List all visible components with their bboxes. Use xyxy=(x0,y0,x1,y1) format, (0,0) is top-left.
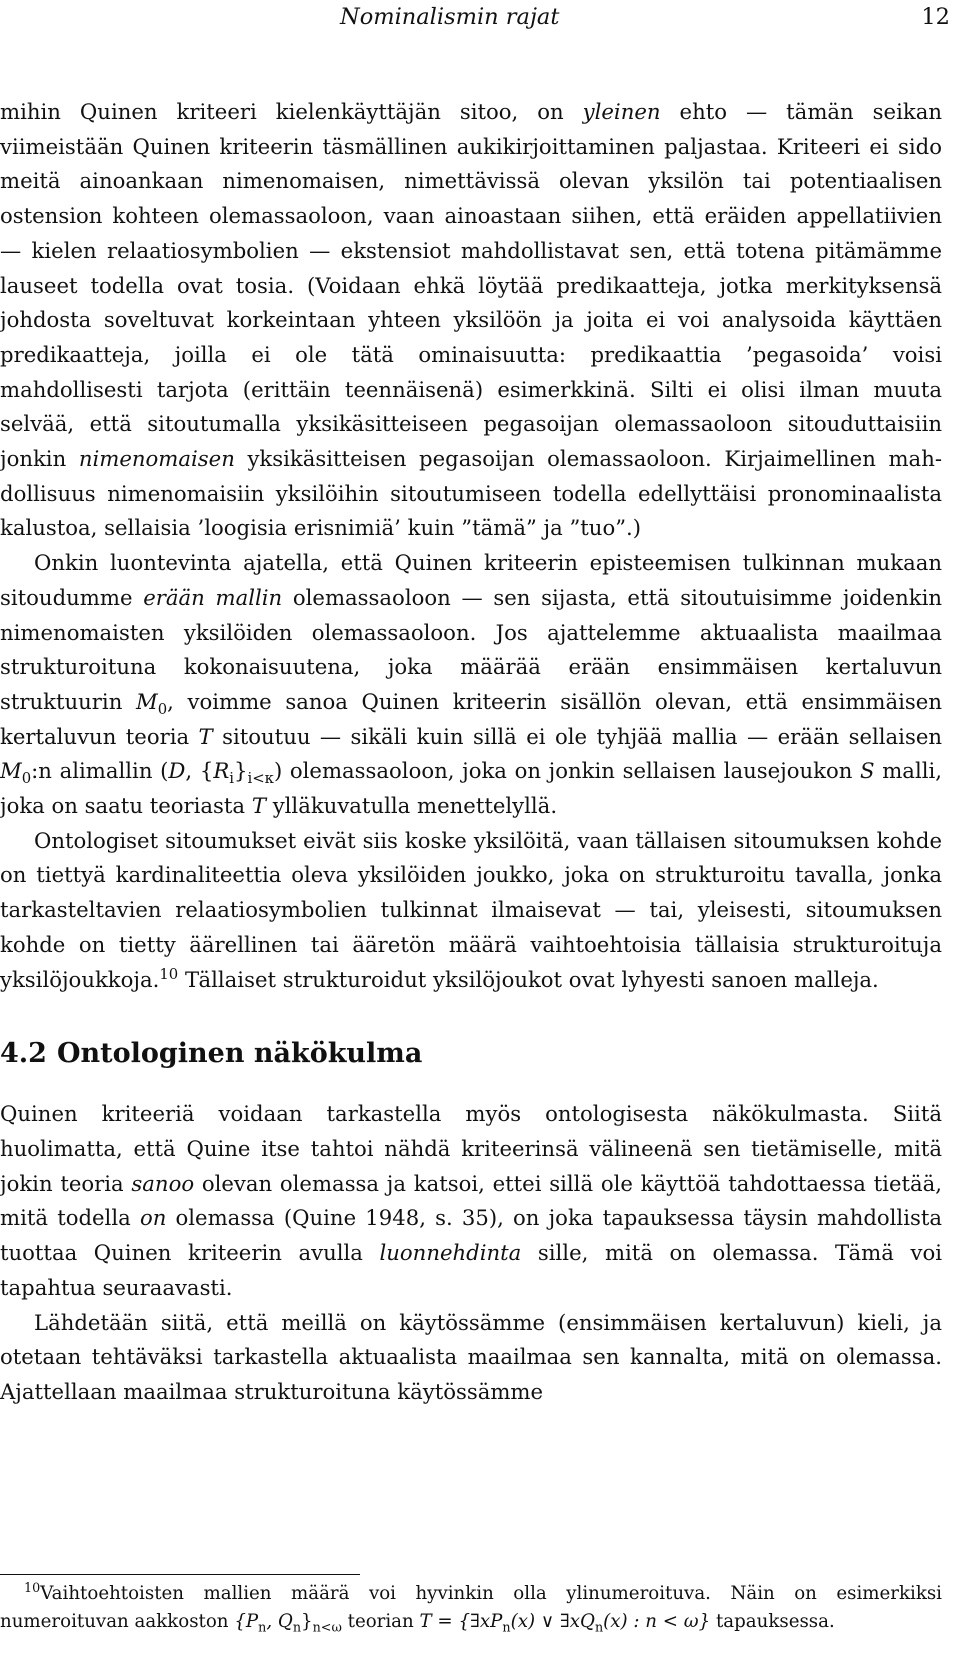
math-symbol: (x) : n < ω} xyxy=(603,1611,711,1632)
math-symbol: } xyxy=(301,1611,313,1632)
math-symbol: T xyxy=(198,723,213,749)
text-run: Vaihtoehtoisten mallien määrä voi hyvinkin olla ylinumeroituva. Näin on esimerkiksi numeroituvan aakkoston xyxy=(0,1583,942,1632)
emphasis: nimenomaisen xyxy=(78,446,235,472)
paragraph-5 xyxy=(0,1306,942,1410)
math-formula xyxy=(419,1611,711,1636)
emphasis: erään mallin xyxy=(143,584,283,610)
text-run: Onkin luontevinta ajatella, että Quinen kriteerin episteemisen tulkinnan mukaan sitoudumme xyxy=(0,550,942,610)
text-run: olemassaoloon — sen sijasta, että sitoutuisimme joidenkin nimenomaisten yksilöiden olemassaoloon. Jos ajattelemme aktuaalista maailmaa strukturoituna kokonaisuutena, joka määrää erään ensimmäisen kertaluvun struktuurin xyxy=(0,584,942,714)
paragraph-1 xyxy=(0,95,942,546)
text-run: yksikäsitteisen pegasoijan olemassaoloon. Kirjaimellinen mahdollisuus nimenomaisiin yksilöihin sitoutumiseen todella edellyttäisi pronominaalista kalustoa, sellaisia ’loogisia erisnimiä’ kuin ”tämä” ja ”tuo”.) xyxy=(0,446,943,541)
text-run: tapauksessa. xyxy=(710,1611,835,1632)
math-formula xyxy=(234,1611,342,1636)
text-run: :n alimallin ( xyxy=(31,758,169,784)
footnote xyxy=(0,1580,942,1636)
math-symbol: S xyxy=(860,758,875,784)
page-number: 12 xyxy=(921,4,950,30)
text-run: } xyxy=(234,758,248,784)
math-subscript: n xyxy=(594,1620,604,1636)
math-subscript: 0 xyxy=(157,701,168,719)
text-run: Lähdetään siitä, että meillä on käytössämme (ensimmäisen kertaluvun) kieli, ja otetaan tehtäväksi tarkastella aktuaalista maailmaa sen kannalta, mitä on olemassa. Ajattellaan maailmaa strukturoituna käytössämme xyxy=(0,1309,942,1404)
math-symbol: T = {∃xP xyxy=(419,1611,503,1632)
text-run: Tällaiset strukturoidut yksilöjoukot ovat lyhyesti sanoen malleja. xyxy=(178,966,879,992)
text-run: olevan olemassa ja katsoi, ettei sillä ole käyttöä tahdottaessa tietää, mitä todella xyxy=(0,1170,942,1231)
text-run: Quinen kriteeriä voidaan tarkastella myös ontologisesta näkökulmasta. Siitä huolimatta, että Quine itse tahtoi nähdä kriteerinsä välineenä sen tietämiselle, mitä jokin teoria xyxy=(0,1101,942,1196)
emphasis: luonnehdinta xyxy=(379,1240,522,1266)
math-symbol: T xyxy=(251,793,266,819)
text-run: ehto — tämän seikan viimeistään Quinen kriteerin täsmällinen aukikirjoittaminen paljastaa. Kriteeri ei sido meitä ainoankaan nimenomaisen, nimettävissä olevan yksilön tai potentiaalisen ostension kohteen olemassaoloon, vaan ainoastaan siihen, että eräiden appellatiivien — kielen relaatiosymbolien — ekstensiot mahdollistavat sen, että totena pitämämme lauseet todella ovat tosia. (Voidaan ehkä löytää predikaatteja, jotka merkityksensä johdosta soveltuvat korkeintaan yhteen yksilöön ja joita ei voi analysoida käyttäen predikaatteja, joilla ei ole tätä ominaisuutta: predikaattia ’pegasoida’ voisi mahdollisesti tarjota (erittäin teennäisenä) esimerkkinä. Silti ei olisi ilman muuta selvää, että sitoutumalla yksikäsitteiseen pegasoijan olemassaoloon sitouduttaisiin jonkin xyxy=(0,99,942,472)
emphasis: on xyxy=(139,1205,167,1231)
footnote-rule xyxy=(0,1574,360,1575)
math-symbol: R xyxy=(213,758,230,784)
math-subscript: i xyxy=(229,770,235,788)
footnote-reference[interactable]: 10 xyxy=(159,965,179,983)
text-run: mihin Quinen kriteeri kielenkäyttäjän sitoo, on xyxy=(0,99,583,124)
running-head xyxy=(0,2,960,32)
text-run: ) olemassaoloon, joka on jonkin sellaisen lausejoukon xyxy=(273,758,861,784)
emphasis: sanoo xyxy=(131,1170,195,1196)
text-run: , { xyxy=(185,758,214,784)
text-run: , voimme sanoa Quinen kriteerin sisällön olevan, että ensimmäisen kertaluvun teoria xyxy=(0,688,942,749)
math-subscript: i<κ xyxy=(247,770,274,788)
math-symbol: M xyxy=(135,688,158,714)
footnote-text xyxy=(0,1580,942,1636)
math-subscript: n xyxy=(502,1620,511,1636)
text-run: sille, mitä on olemassa. Tämä voi tapahtua seuraavasti. xyxy=(0,1240,942,1300)
math-symbol: M xyxy=(0,758,22,784)
text-run: ylläkuvatulla menettelyllä. xyxy=(265,793,558,819)
running-head-title: Nominalismin rajat xyxy=(340,4,560,30)
text-run: Ontologiset sitoumukset eivät siis koske yksilöitä, vaan tällaisen sitoumuksen kohde on tiettyä kardinaliteettia oleva yksilöiden joukko, joka on strukturoitu tavalla, jonka tarkasteltavien relaatiosymbolien tulkinnat ilmaisevat — tai, yleisesti, sitoumuksen kohde on tietty äärellinen tai ääretön määrä vaihtoehtoisia tällaisia strukturoituja yksilöjoukkoja. xyxy=(0,827,942,992)
math-symbol: D xyxy=(168,758,186,784)
math-subscript: n xyxy=(292,1620,302,1636)
paragraph-2 xyxy=(0,546,942,824)
text-run: olemassa (Quine 1948, s. 35), on joka tapauksessa täysin mahdollista tuottaa Quinen kriteerin avulla xyxy=(0,1205,943,1266)
math-symbol: {P xyxy=(234,1611,259,1632)
emphasis: yleinen xyxy=(582,99,661,124)
footnote-mark: 10 xyxy=(24,1580,41,1596)
math-symbol: (x) ∨ ∃xQ xyxy=(510,1611,595,1632)
math-subscript: n<ω xyxy=(312,1620,342,1636)
section-number: 4.2 xyxy=(0,1038,47,1070)
text-run: teorian xyxy=(341,1611,420,1632)
body-text xyxy=(0,95,942,1410)
section-heading xyxy=(0,1037,942,1071)
text-run: sitoutuu — sikäli kuin sillä ei ole tyhjää mallia — erään sellaisen xyxy=(212,723,943,749)
paragraph-4 xyxy=(0,1097,942,1305)
text-run: malli, joka on saatu teoriasta xyxy=(0,758,943,819)
math-symbol: , Q xyxy=(266,1611,293,1632)
math-subscript: n xyxy=(258,1620,267,1636)
section-title: Ontologinen näkökulma xyxy=(56,1038,423,1070)
paragraph-3 xyxy=(0,824,942,998)
math-subscript: 0 xyxy=(21,770,32,788)
